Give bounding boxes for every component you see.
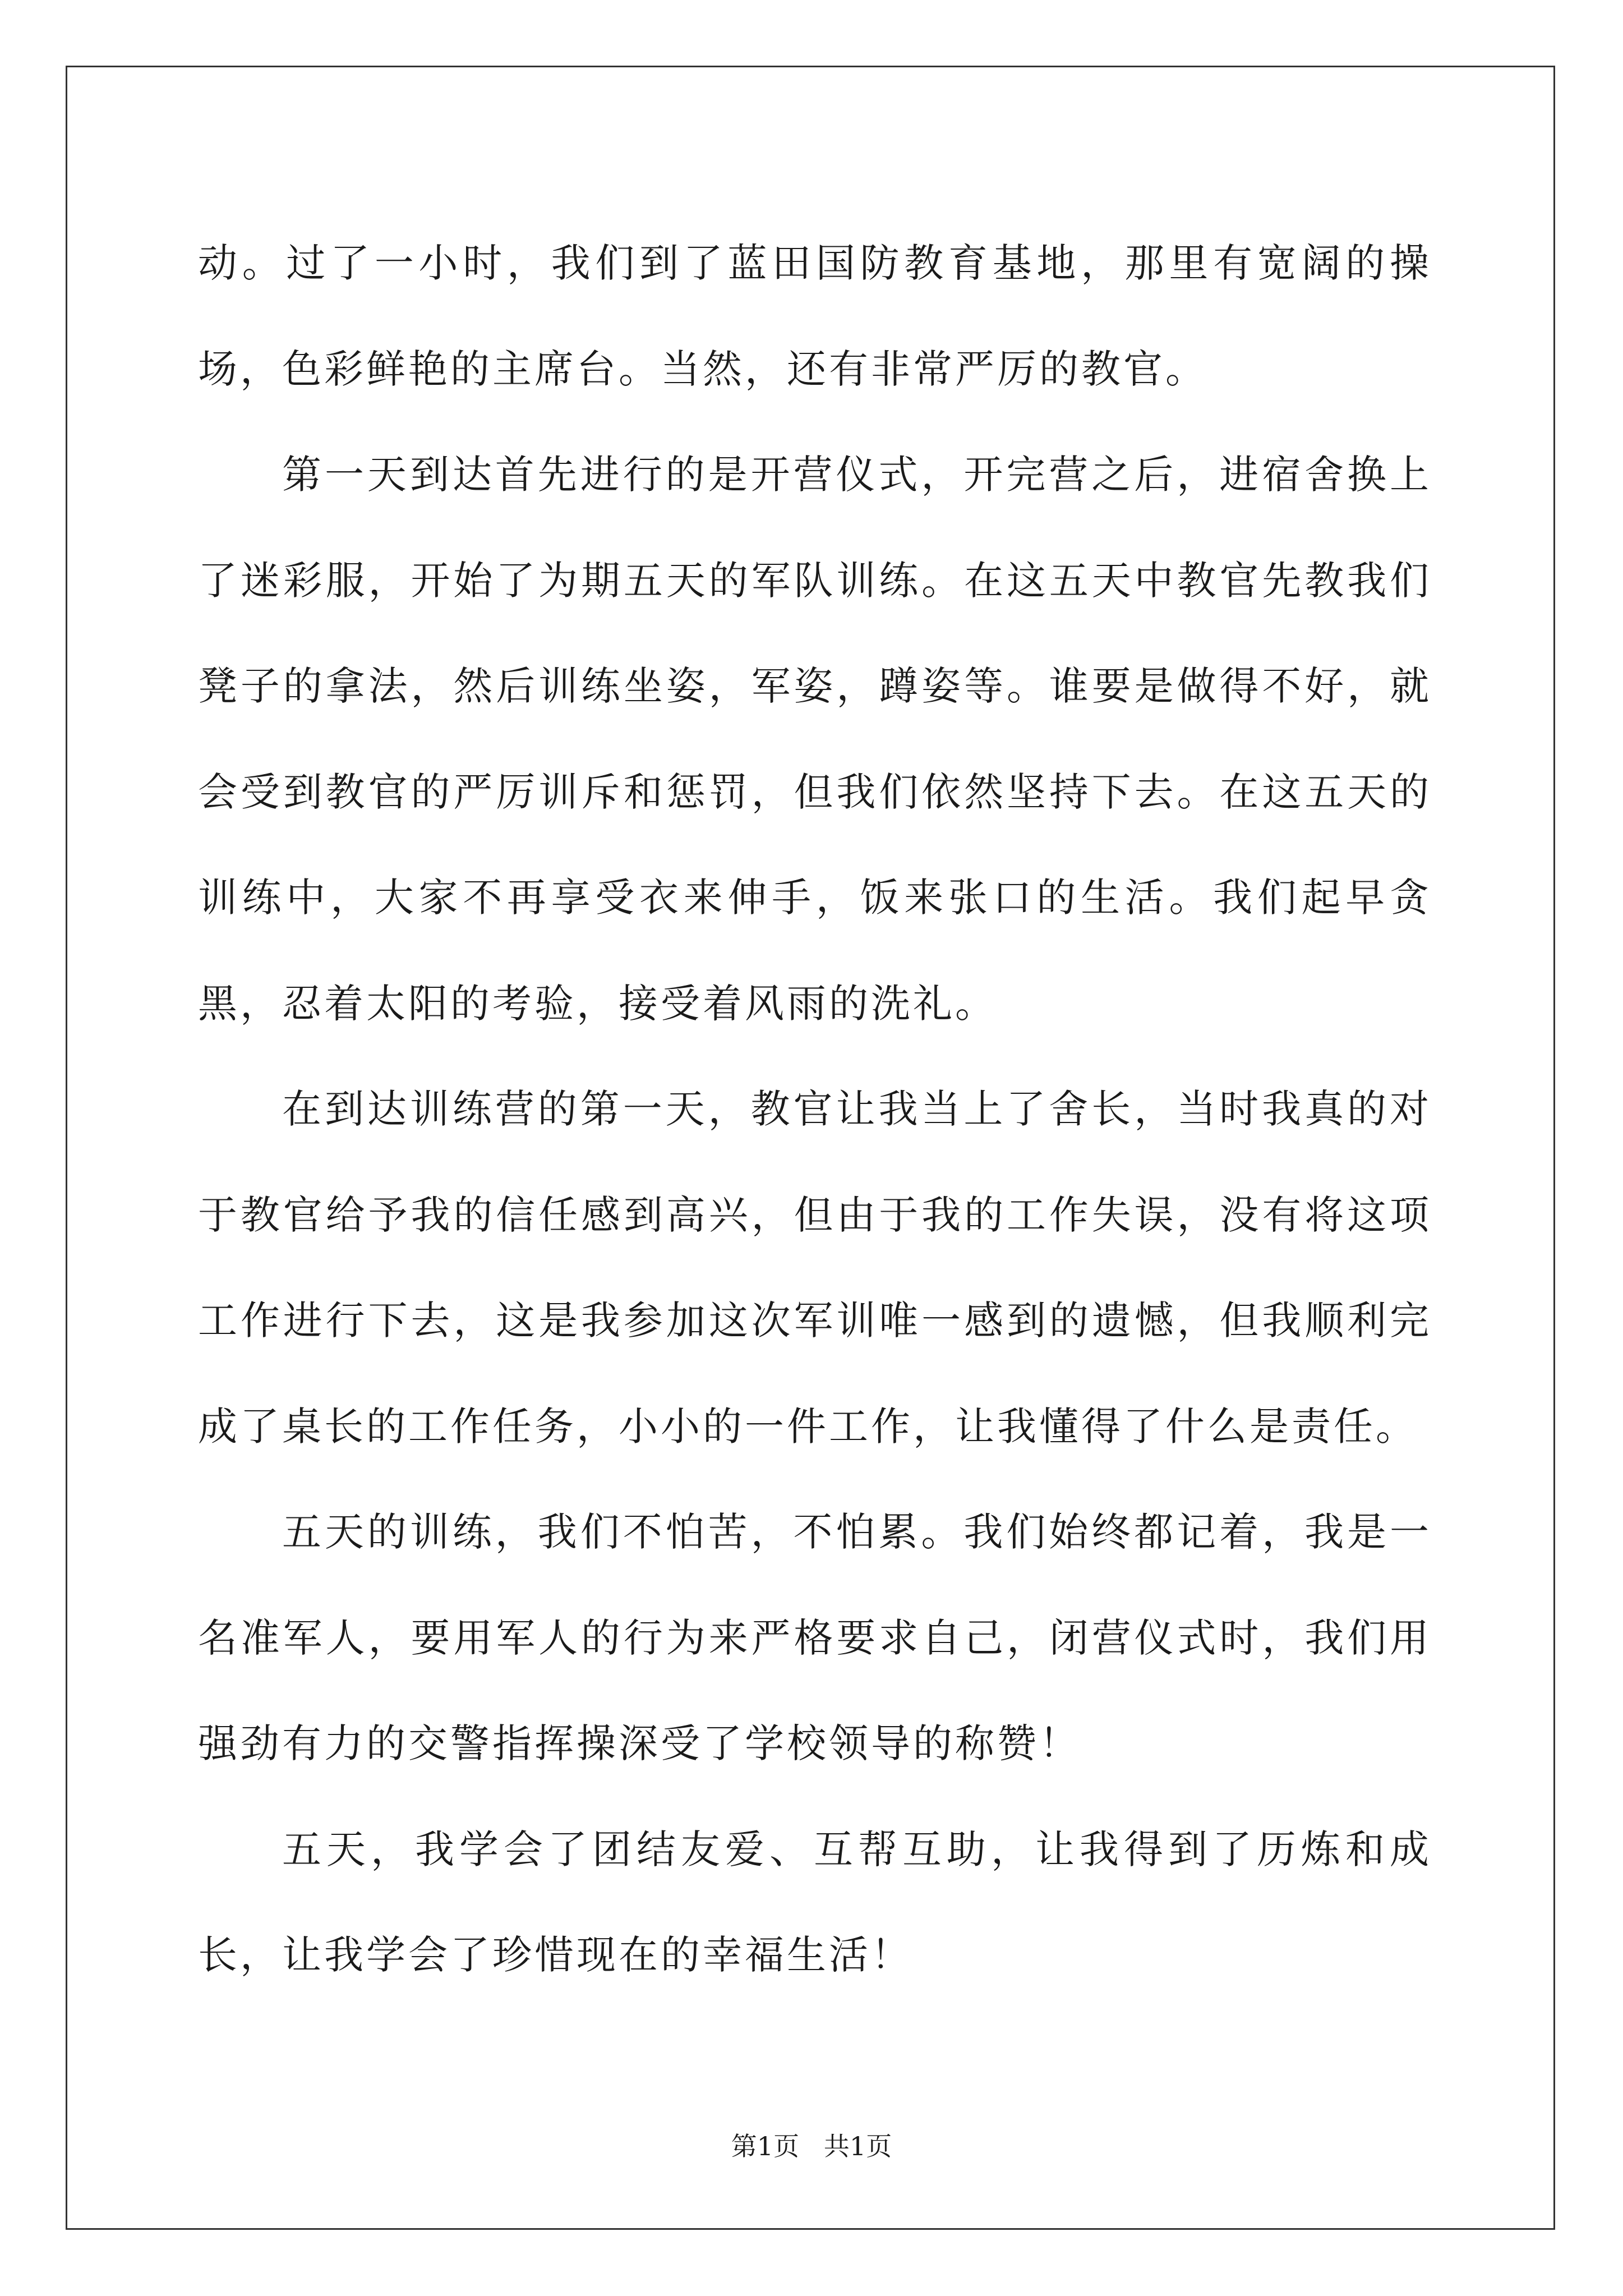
paragraph-4: 五天的训练，我们不怕苦，不怕累。我们始终都记着，我是一名准军人，要用军人的行为来严格要求自己，闭营仪式时，我们用强劲有力的交警指挥操深受了学校领导的称赞！ [198, 1509, 1432, 1766]
page-number-footer: 第1页 共1页 [731, 2131, 892, 2161]
document-body [198, 210, 1432, 2008]
paragraph-5: 五天，我学会了团结友爱、互帮互助，让我得到了历炼和成长，让我学会了珍惜现在的幸福生活！ [198, 1826, 1432, 1978]
paragraph-2: 第一天到达首先进行的是开营仪式，开完营之后，进宿舍换上了迷彩服，开始了为期五天的军队训练。在这五天中教官先教我们凳子的拿法，然后训练坐姿，军姿，蹲姿等。谁要是做得不好，就会受到教官的严厉训斥和惩罚，但我们依然坚持下去。在这五天的训练中，大家不再享受衣来伸手，饭来张口的生活。我们起早贪黑，忍着太阳的考验，接受着风雨的洗礼。 [198, 452, 1432, 1027]
paragraph-3: 在到达训练营的第一天，教官让我当上了舍长，当时我真的对于教官给予我的信任感到高兴，但由于我的工作失误，没有将这项工作进行下去，这是我参加这次军训唯一感到的遗憾，但我顺利完成了桌长的工作任务，小小的一件工作，让我懂得了什么是责任。 [198, 1086, 1432, 1450]
paragraph-1: 动。过了一小时，我们到了蓝田国防教育基地，那里有宽阔的操场，色彩鲜艳的主席台。当然，还有非常严厉的教官。 [198, 240, 1432, 392]
